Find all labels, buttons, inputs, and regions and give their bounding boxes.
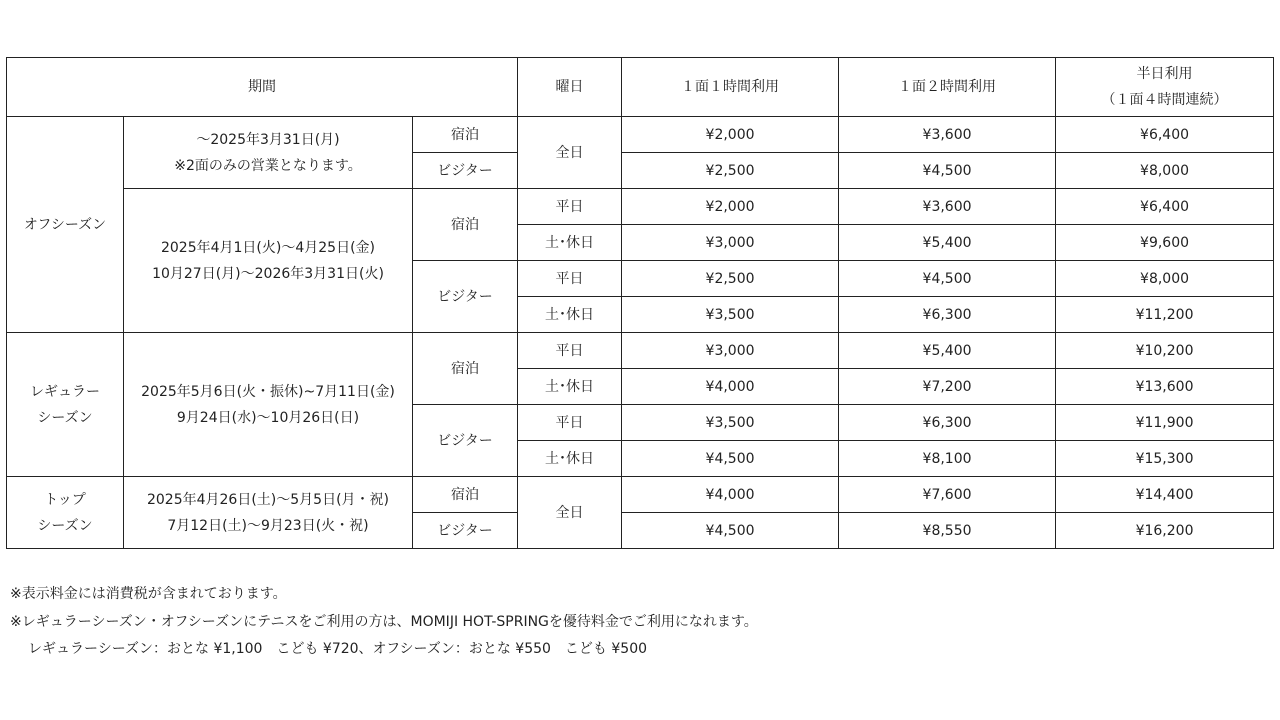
guest-type: 宿泊 xyxy=(413,117,518,153)
header-half-line2: （１面４時間連続） xyxy=(1101,92,1228,108)
guest-type: 宿泊 xyxy=(413,477,518,513)
day-type: 平日 xyxy=(518,405,622,441)
price-half: ¥15,300 xyxy=(1056,441,1274,477)
price-2h: ¥4,500 xyxy=(839,153,1056,189)
header-row xyxy=(7,58,1274,117)
price-2h: ¥8,100 xyxy=(839,441,1056,477)
header-period: 期間 xyxy=(7,58,518,117)
header-half-line1: 半日利用 xyxy=(1136,66,1193,82)
note-hot-spring-prices: レギュラーシーズン：おとな ¥1,100 こども ¥720、オフシーズン：おとな ¥550 こども ¥500 xyxy=(28,641,648,657)
season-name-line2: シーズン xyxy=(37,517,93,534)
price-half: ¥13,600 xyxy=(1056,369,1274,405)
price-1h: ¥3,000 xyxy=(622,333,839,369)
guest-type: ビジター xyxy=(413,405,518,477)
price-1h: ¥2,000 xyxy=(622,189,839,225)
price-2h: ¥5,400 xyxy=(839,333,1056,369)
season-name-line2: シーズン xyxy=(37,409,93,426)
table-row xyxy=(7,117,1274,153)
season-regular xyxy=(7,333,124,477)
price-2h: ¥6,300 xyxy=(839,405,1056,441)
day-type: 土･休日 xyxy=(518,441,622,477)
period-off-2 xyxy=(124,189,413,333)
period-line: 2025年4月1日(火)～4月25日(金) xyxy=(160,239,375,256)
price-1h: ¥3,000 xyxy=(622,225,839,261)
day-type: 全日 xyxy=(518,477,622,549)
period-off-1 xyxy=(124,117,413,189)
period-regular xyxy=(124,333,413,477)
period-top xyxy=(124,477,413,549)
price-1h: ¥4,000 xyxy=(622,477,839,513)
price-half: ¥11,900 xyxy=(1056,405,1274,441)
price-half: ¥8,000 xyxy=(1056,261,1274,297)
price-half: ¥6,400 xyxy=(1056,189,1274,225)
price-1h: ¥4,500 xyxy=(622,441,839,477)
period-line: 2025年5月6日(火・振休)~7月11日(金) xyxy=(141,383,395,400)
price-2h: ¥5,400 xyxy=(839,225,1056,261)
season-name-line1: トップ xyxy=(44,491,86,508)
note-hot-spring: ※レギュラーシーズン・オフシーズンにテニスをご利用の方は、MOMIJI HOT-SPRINGを優待料金でご利用になれます。 xyxy=(10,613,758,630)
price-half: ¥14,400 xyxy=(1056,477,1274,513)
period-note: ※2面のみの営業となります。 xyxy=(174,157,362,174)
price-half: ¥16,200 xyxy=(1056,513,1274,549)
price-2h: ¥3,600 xyxy=(839,117,1056,153)
period-line: 9月24日(水)～10月26日(日) xyxy=(176,409,360,426)
day-type: 平日 xyxy=(518,333,622,369)
price-1h: ¥4,000 xyxy=(622,369,839,405)
season-top xyxy=(7,477,124,549)
price-2h: ¥7,600 xyxy=(839,477,1056,513)
day-type: 全日 xyxy=(518,117,622,189)
header-2h: １面２時間利用 xyxy=(839,58,1056,117)
price-1h: ¥2,500 xyxy=(622,261,839,297)
guest-type: 宿泊 xyxy=(413,333,518,405)
season-off: オフシーズン xyxy=(7,117,124,333)
header-day: 曜日 xyxy=(518,58,622,117)
season-name-line1: レギュラー xyxy=(30,383,100,400)
price-2h: ¥3,600 xyxy=(839,189,1056,225)
guest-type: ビジター xyxy=(413,261,518,333)
price-1h: ¥2,000 xyxy=(622,117,839,153)
table-row xyxy=(7,477,1274,513)
period-line: 2025年4月26日(土)～5月5日(月・祝) xyxy=(146,491,389,508)
day-type: 土･休日 xyxy=(518,225,622,261)
guest-type: ビジター xyxy=(413,513,518,549)
day-type: 土･休日 xyxy=(518,297,622,333)
table-row xyxy=(7,333,1274,369)
period-line: 10月27日(月)～2026年3月31日(火) xyxy=(152,265,384,282)
day-type: 土･休日 xyxy=(518,369,622,405)
price-half: ¥11,200 xyxy=(1056,297,1274,333)
header-half-day xyxy=(1056,58,1274,117)
rate-table xyxy=(6,57,1274,549)
price-half: ¥8,000 xyxy=(1056,153,1274,189)
day-type: 平日 xyxy=(518,189,622,225)
price-half: ¥9,600 xyxy=(1056,225,1274,261)
table-row xyxy=(7,189,1274,225)
price-2h: ¥7,200 xyxy=(839,369,1056,405)
price-half: ¥6,400 xyxy=(1056,117,1274,153)
guest-type: 宿泊 xyxy=(413,189,518,261)
price-1h: ¥3,500 xyxy=(622,405,839,441)
price-2h: ¥8,550 xyxy=(839,513,1056,549)
period-line: 7月12日(土)～9月23日(火・祝) xyxy=(167,517,369,534)
note-tax: ※表示料金には消費税が含まれております。 xyxy=(10,586,287,602)
header-1h: １面１時間利用 xyxy=(622,58,839,117)
price-half: ¥10,200 xyxy=(1056,333,1274,369)
notes xyxy=(10,581,758,664)
price-2h: ¥4,500 xyxy=(839,261,1056,297)
period-line: ～2025年3月31日(月) xyxy=(196,131,340,148)
price-2h: ¥6,300 xyxy=(839,297,1056,333)
day-type: 平日 xyxy=(518,261,622,297)
price-1h: ¥2,500 xyxy=(622,153,839,189)
guest-type: ビジター xyxy=(413,153,518,189)
price-1h: ¥3,500 xyxy=(622,297,839,333)
price-1h: ¥4,500 xyxy=(622,513,839,549)
